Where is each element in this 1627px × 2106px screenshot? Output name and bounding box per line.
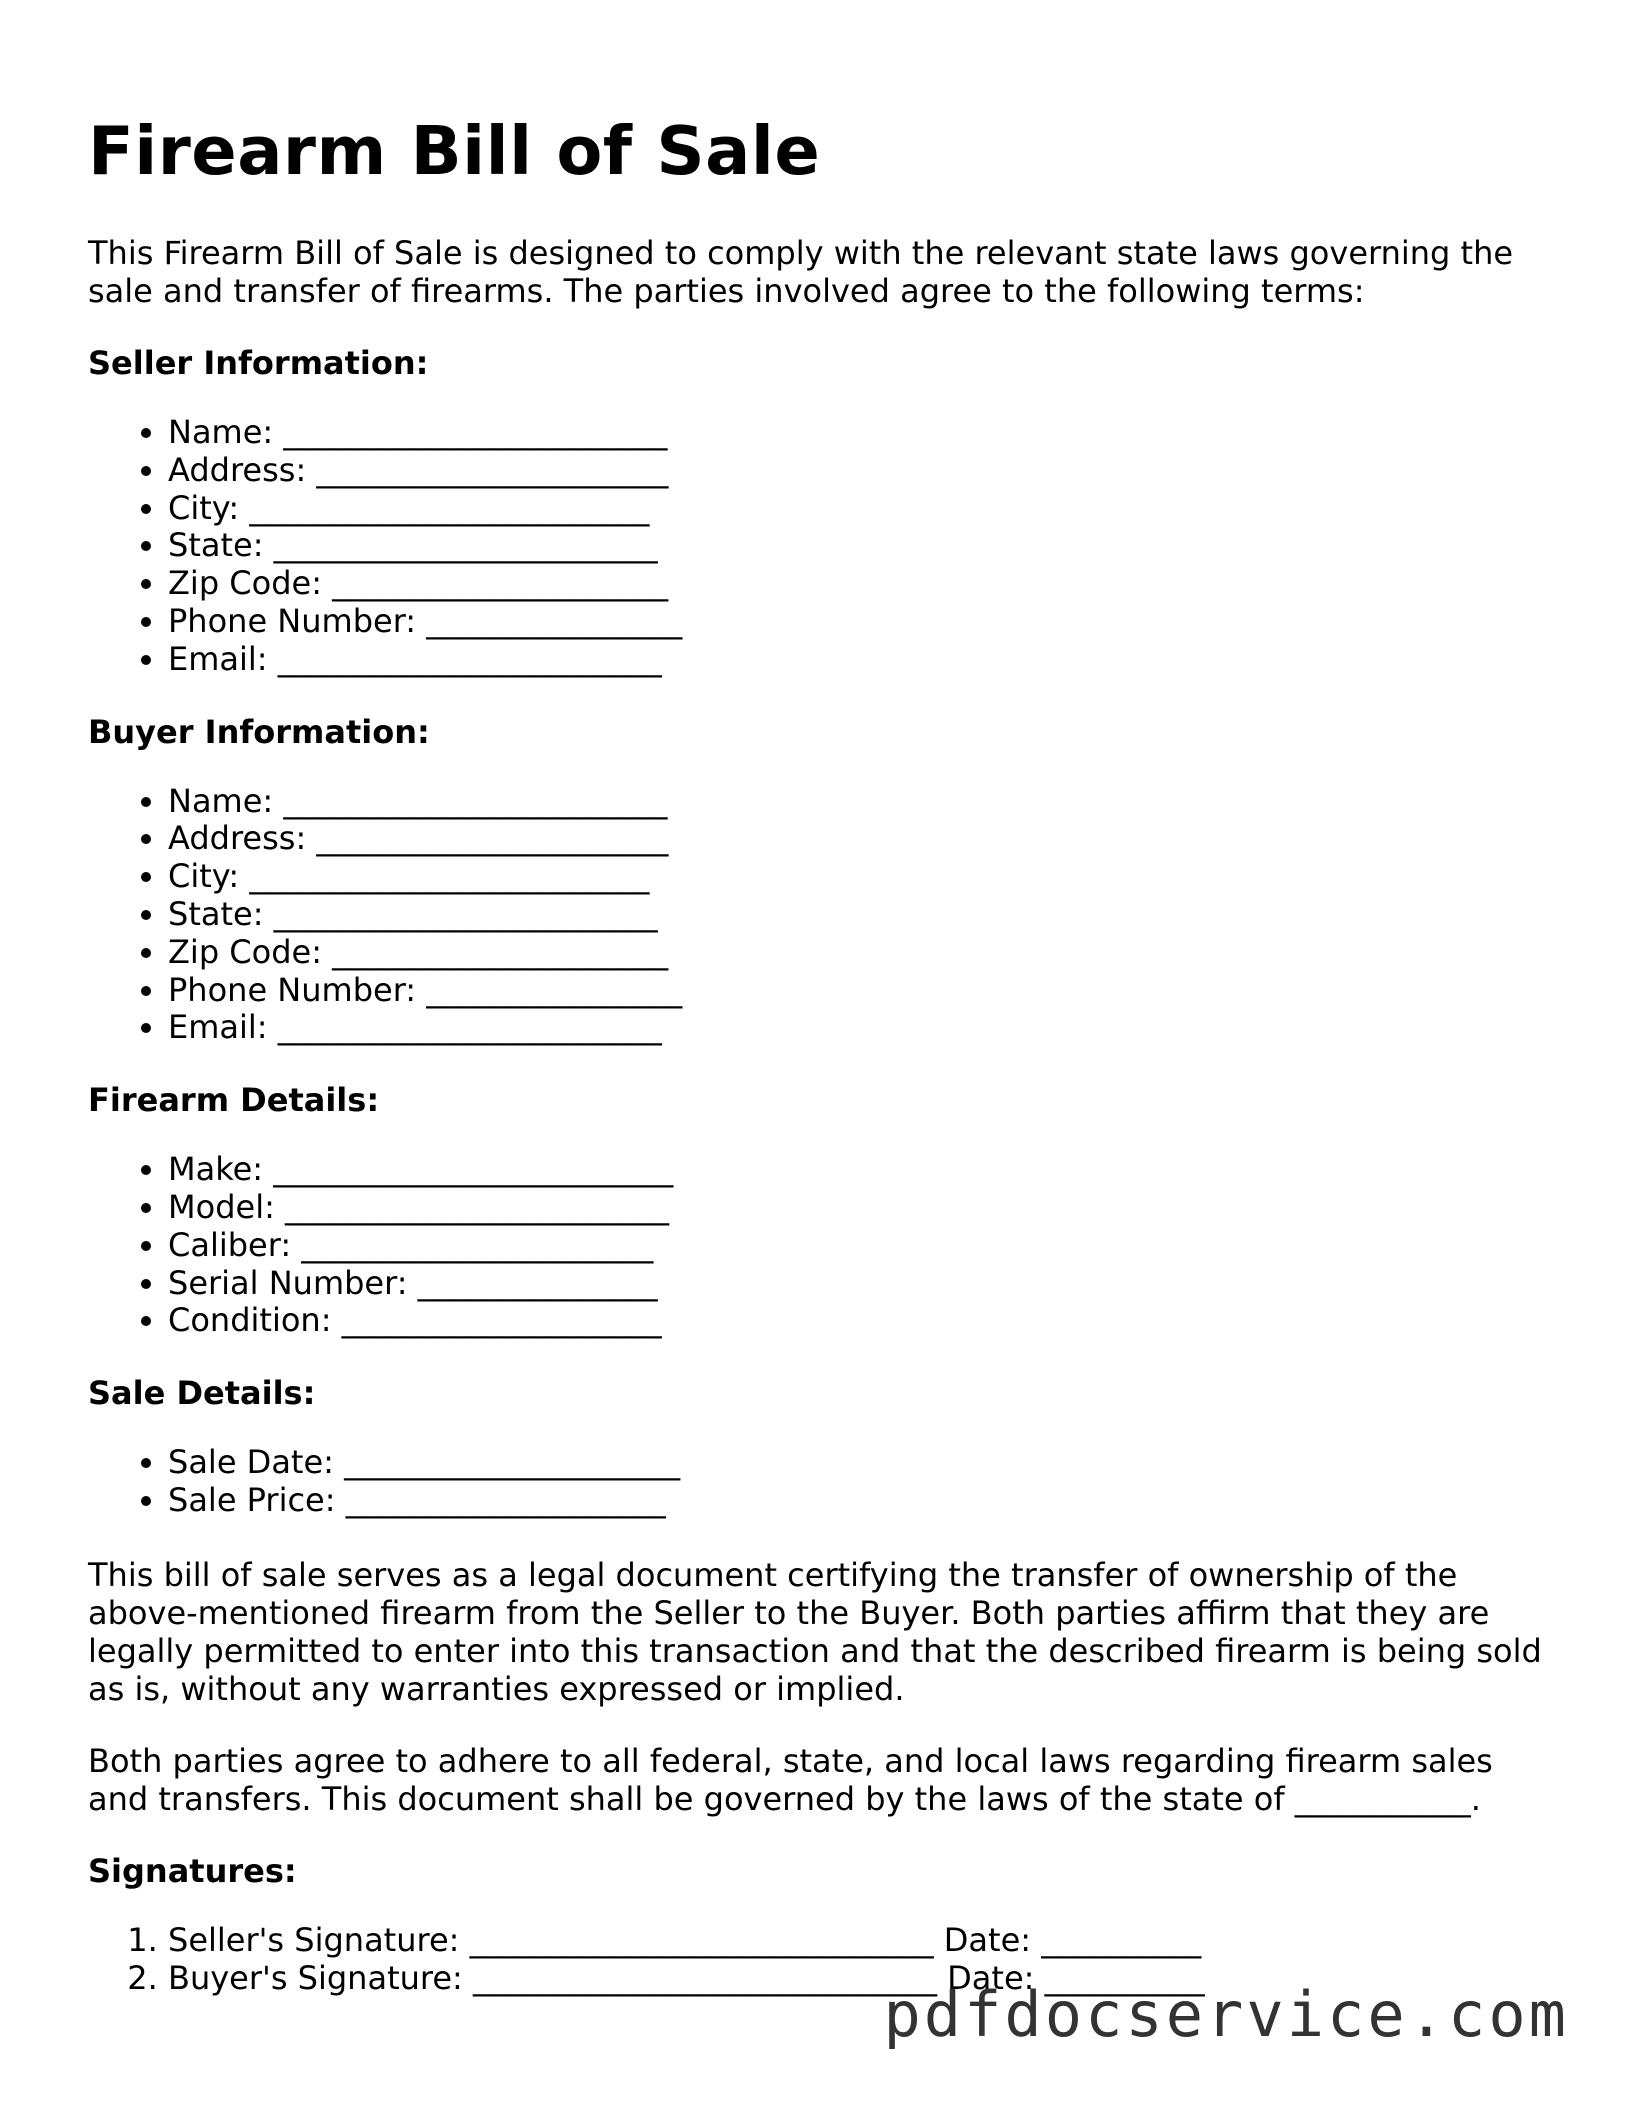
- seller-heading: Seller Information:: [88, 344, 429, 382]
- seller-city-field: • City: _________________________: [168, 490, 1548, 528]
- seller-address-field: • Address: ______________________: [168, 452, 1548, 490]
- buyer-phone-field: • Phone Number: ________________: [168, 972, 1548, 1010]
- buyer-email-field: • Email: ________________________: [168, 1009, 1548, 1047]
- buyer-address-field: • Address: ______________________: [168, 820, 1548, 858]
- seller-phone-field: • Phone Number: ________________: [168, 603, 1548, 641]
- sale-fields-list: [88, 1444, 1548, 1520]
- firearm-fields-list: [88, 1151, 1548, 1340]
- firearm-heading: Firearm Details:: [88, 1081, 380, 1120]
- watermark-text: pdfdocservice.com: [883, 1978, 1569, 2051]
- buyer-fields-list: [88, 783, 1548, 1048]
- seller-signature-line: 1. Seller's Signature: _____________________________ Date: __________: [168, 1922, 1548, 1960]
- page-title: Firearm Bill of Sale: [88, 112, 821, 190]
- firearm-caliber-field: • Caliber: ______________________: [168, 1227, 1548, 1265]
- seller-fields-list: [88, 414, 1548, 679]
- buyer-city-field: • City: _________________________: [168, 858, 1548, 896]
- firearm-make-field: • Make: _________________________: [168, 1151, 1548, 1189]
- seller-zip-field: • Zip Code: _____________________: [168, 565, 1548, 603]
- sale-price-field: • Sale Price: ____________________: [168, 1482, 1548, 1520]
- buyer-heading: Buyer Information:: [88, 712, 430, 751]
- signatures-heading: Signatures:: [88, 1851, 297, 1890]
- intro-paragraph: This Firearm Bill of Sale is designed to comply with the relevant state laws governing the sale and transfer of firearms. The parties involved agree to the following terms:: [88, 234, 1514, 310]
- firearm-serial-field: • Serial Number: _______________: [168, 1265, 1548, 1303]
- legal-paragraph: This bill of sale serves as a legal document certifying the transfer of ownership of the above-mentioned firearm from the Seller to the Buyer. Both parties affirm that they are legally permitted to enter into this transaction and that the described firearm is being sold as is, without any warranties expressed or implied.: [88, 1555, 1542, 1708]
- firearm-model-field: • Model: ________________________: [168, 1189, 1548, 1227]
- sale-date-field: • Sale Date: _____________________: [168, 1444, 1548, 1482]
- seller-state-field: • State: ________________________: [168, 527, 1548, 565]
- seller-name-field: • Name: ________________________: [168, 414, 1548, 452]
- sale-heading: Sale Details:: [88, 1374, 316, 1413]
- document-page: [88, 110, 1548, 1997]
- buyer-name-field: • Name: ________________________: [168, 783, 1548, 821]
- seller-email-field: • Email: ________________________: [168, 641, 1548, 679]
- firearm-condition-field: • Condition: ____________________: [168, 1302, 1548, 1340]
- buyer-signature-line: 2. Buyer's Signature: _____________________________ Date: __________: [168, 1960, 1548, 1998]
- governing-law-paragraph: Both parties agree to adhere to all federal, state, and local laws regarding firearm sales and transfers. This document shall be governed by the laws of the state of ___________.: [88, 1741, 1493, 1818]
- buyer-zip-field: • Zip Code: _____________________: [168, 934, 1548, 972]
- buyer-state-field: • State: ________________________: [168, 896, 1548, 934]
